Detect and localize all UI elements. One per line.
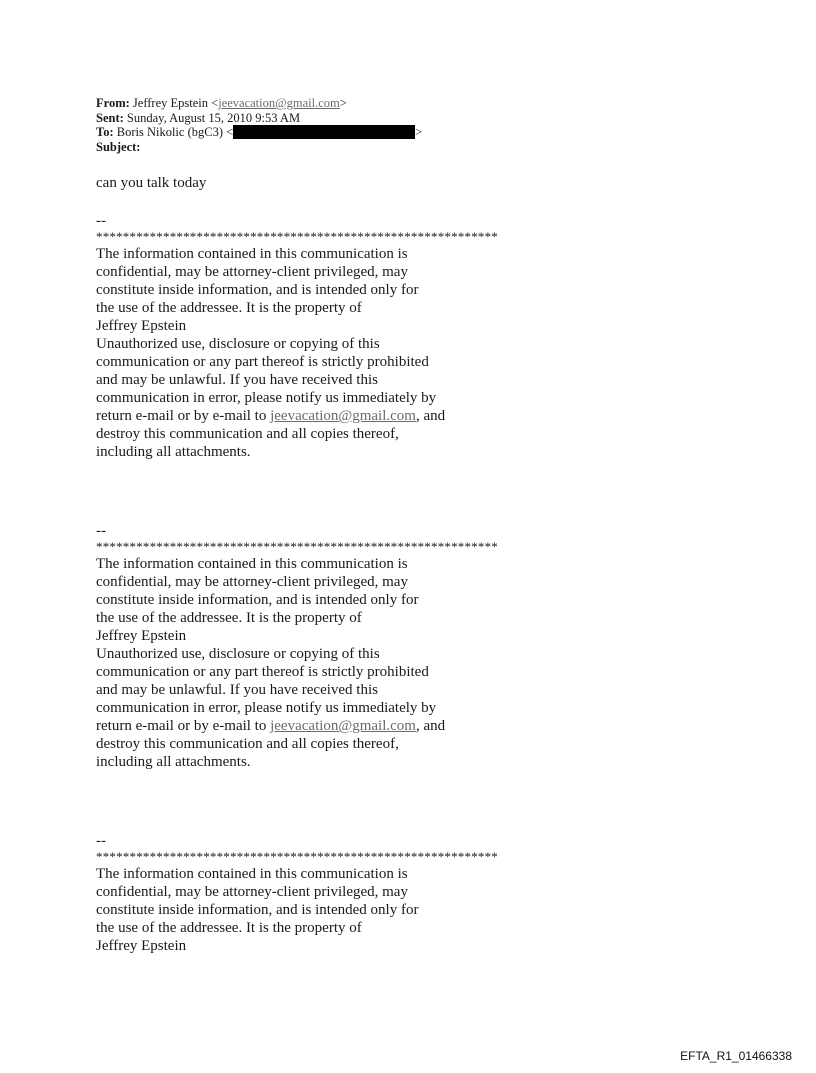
disclaimer-line: The information contained in this communication is [96,246,408,262]
stars-divider: ************************************************************ [96,849,498,864]
disclaimer-line: and may be unlawful. If you have received this [96,372,378,388]
disclaimer-line: the use of the addressee. It is the property of [96,920,362,936]
signature-dash: -- [96,213,106,229]
redaction-box [233,125,415,139]
disclaimer-line: communication or any part thereof is strictly prohibited [96,354,429,370]
disclaimer-line: communication in error, please notify us immediately by [96,390,437,406]
disclaimer-line: Jeffrey Epstein [96,938,187,954]
disclaimer-line: communication in error, please notify us immediately by [96,700,437,716]
disclaimer-line: constitute inside information, and is intended only for [96,592,419,608]
to-label: To: [96,125,114,139]
disclaimer-line: destroy this communication and all copies thereof, [96,736,399,752]
sent-row [96,111,422,126]
return-email-link[interactable]: jeevacation@gmail.com [270,718,416,734]
sent-label: Sent: [96,110,124,125]
sent-value: Sunday, August 15, 2010 9:53 AM [123,110,301,125]
from-label: From: [96,96,130,110]
disclaimer-block [96,212,596,461]
disclaimer-line: constitute inside information, and is intended only for [96,902,419,918]
disclaimer-line: The information contained in this communication is [96,556,408,572]
return-suffix: , and [415,408,446,424]
disclaimer-line: Jeffrey Epstein [96,628,187,644]
from-email-link[interactable]: jeevacation@gmail.com [218,96,340,110]
signature-dash: -- [96,833,106,849]
email-header [96,96,422,154]
from-name: Jeffrey Epstein < [129,96,219,110]
disclaimer-line: constitute inside information, and is intended only for [96,282,419,298]
from-close: > [339,96,347,110]
disclaimer-line: including all attachments. [96,754,251,770]
to-close: > [415,125,423,139]
disclaimer-line: confidential, may be attorney-client privileged, may [96,264,408,280]
to-value: Boris Nikolic (bgC3) < [113,125,234,139]
disclaimer-line: including all attachments. [96,444,251,460]
document-id: EFTA_R1_01466338 [680,1049,792,1063]
disclaimer-return-line [96,717,596,735]
message-body: can you talk today [96,175,207,191]
disclaimer-line: confidential, may be attorney-client privileged, may [96,574,408,590]
disclaimer-line: the use of the addressee. It is the property of [96,610,362,626]
disclaimer-line: Unauthorized use, disclosure or copying of this [96,646,380,662]
disclaimer-line: the use of the addressee. It is the property of [96,300,362,316]
from-row [96,96,422,111]
return-suffix: , and [415,718,446,734]
to-row [96,125,422,140]
disclaimer-line: communication or any part thereof is strictly prohibited [96,664,429,680]
return-prefix: return e-mail or by e-mail to [96,408,271,424]
disclaimer-block [96,832,596,955]
disclaimer-line: confidential, may be attorney-client privileged, may [96,884,408,900]
signature-dash: -- [96,523,106,539]
subject-row [96,140,422,155]
subject-label: Subject: [96,139,141,154]
stars-divider: ************************************************************ [96,229,498,244]
return-prefix: return e-mail or by e-mail to [96,718,271,734]
disclaimer-line: Jeffrey Epstein [96,318,187,334]
disclaimer-block [96,522,596,771]
disclaimer-line: The information contained in this communication is [96,866,408,882]
disclaimer-line: destroy this communication and all copies thereof, [96,426,399,442]
disclaimer-line: and may be unlawful. If you have received this [96,682,378,698]
disclaimer-line: Unauthorized use, disclosure or copying of this [96,336,380,352]
return-email-link[interactable]: jeevacation@gmail.com [270,408,416,424]
disclaimer-return-line [96,407,596,425]
stars-divider: ************************************************************ [96,539,498,554]
